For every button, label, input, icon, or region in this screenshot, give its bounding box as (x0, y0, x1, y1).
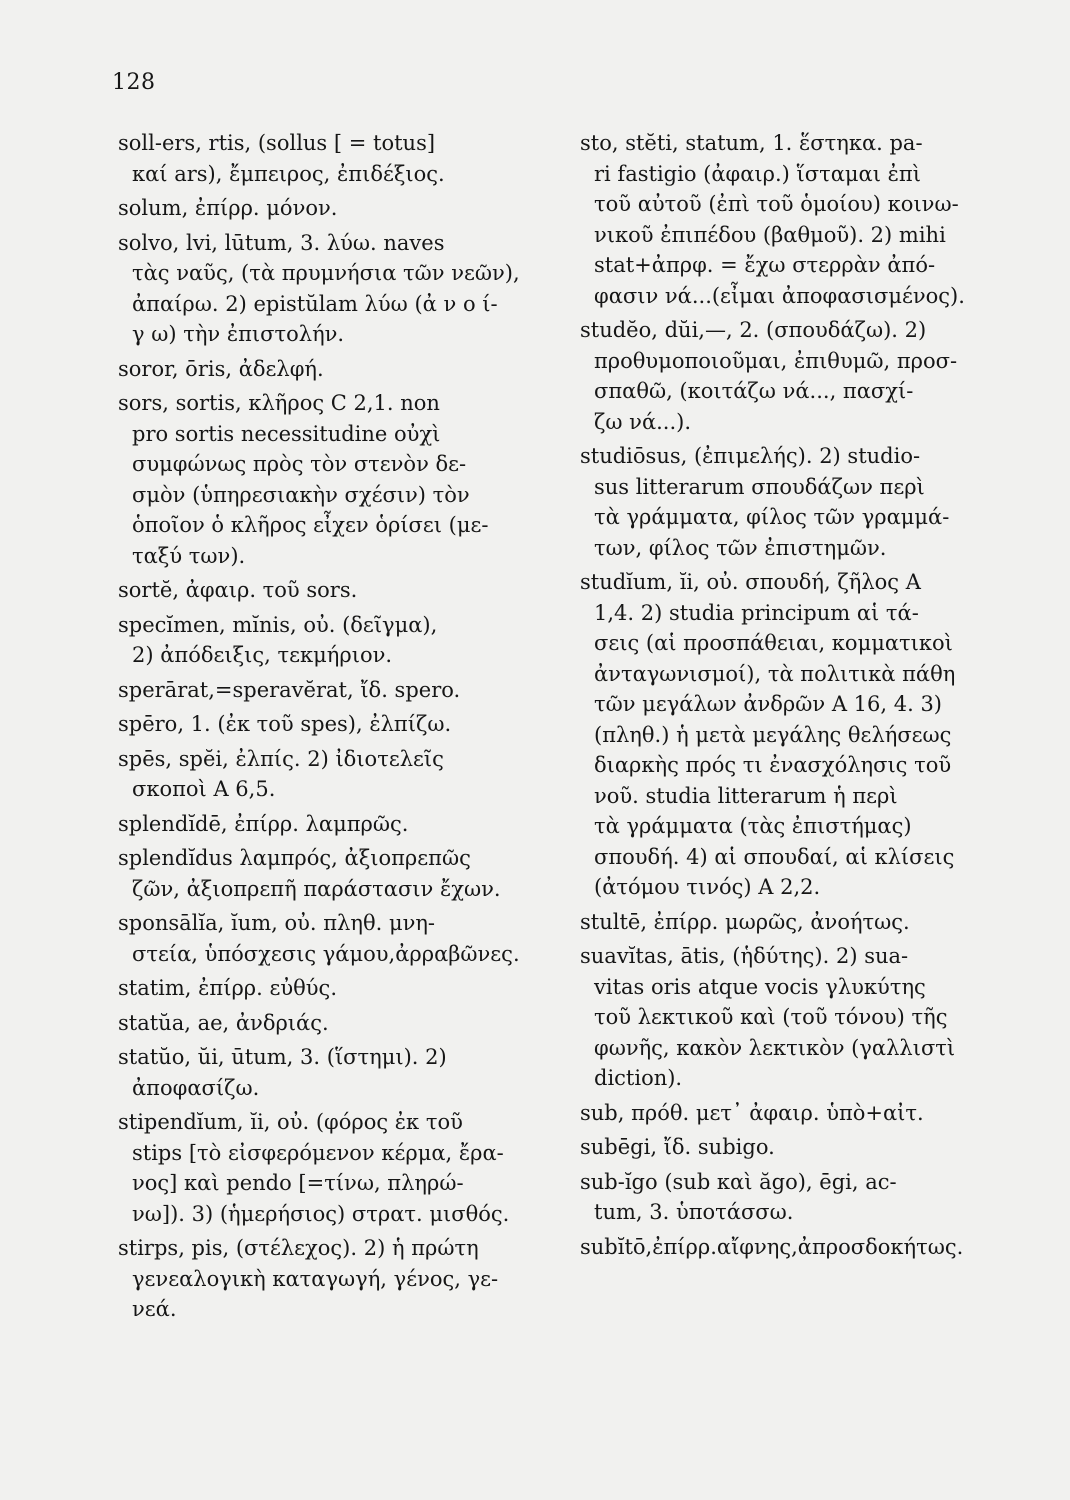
entry-continuation: τοῦ αὐτοῦ (ἐπὶ τοῦ ὁμοίου) κοινω- (594, 192, 959, 216)
entry-headline: statŭa, ae, ἀνδριάς. (118, 1010, 329, 1035)
entry-continuation: νοῦ. studia litterarum ἡ περὶ (594, 783, 898, 808)
entry-continuation: ἀπαίρω. 2) epistŭlam λύω (ἀ ν ο ί- (132, 291, 498, 316)
entry-continuation: ἀποφασίζω. (132, 1075, 260, 1100)
right-column (580, 128, 1012, 1266)
entry-headline: stultē, ἐπίρρ. μωρῶς, ἀνοήτως. (580, 909, 910, 934)
entry-continuation: 2) ἀπόδειξις, τεκμήριον. (132, 643, 393, 667)
entry-continuation: τῶν μεγάλων ἀνδρῶν A 16, 4. 3) (594, 692, 942, 716)
entry-continuation: καί ars), ἔμπειρος, ἐπιδέξιος. (132, 161, 445, 186)
dictionary-entry (580, 1132, 1012, 1163)
dictionary-entry (118, 973, 550, 1004)
entry-continuation: νω]). 3) (ἡμερήσιος) στρατ. μισθός. (132, 1201, 510, 1226)
entry-continuation: ταξύ των). (132, 543, 246, 568)
dictionary-entry (118, 709, 550, 740)
entry-headline: sperārat,=speravĕrat, ἴδ. spero. (118, 677, 461, 702)
dictionary-entry (118, 908, 550, 969)
dictionary-entry (118, 843, 550, 904)
dictionary-entry (118, 128, 550, 189)
entry-headline: spēs, spĕi, ἐλπίς. 2) ἰδιοτελεῖς (118, 746, 444, 771)
entry-headline: soll-ers, rtis, (sollus [ = totus] (118, 131, 436, 155)
dictionary-entry (118, 575, 550, 606)
entry-headline: stirps, pis, (στέλεχος). 2) ἡ πρώτη (118, 1236, 479, 1260)
entry-headline: statim, ἐπίρρ. εὐθύς. (118, 976, 337, 1000)
entry-continuation: διαρκὴς πρός τι ἐνασχόλησις τοῦ (594, 753, 952, 777)
entry-headline: sub-ĭgo (sub καὶ ăgo), ēgi, ac- (580, 1169, 897, 1194)
entry-gap (118, 1325, 550, 1329)
entry-continuation: ri fastigio (ἀφαιρ.) ἵσταμαι ἐπὶ (594, 161, 921, 186)
entry-continuation: τὰ γράμματα, φίλος τῶν γραμμά- (594, 505, 950, 529)
entry-continuation: τοῦ λεκτικοῦ καὶ (τοῦ τόνου) τῆς (594, 1005, 948, 1029)
entry-headline: soror, ōris, ἀδελφή. (118, 356, 324, 381)
entry-gap (580, 1262, 1012, 1266)
entry-continuation: vitas oris atque vocis γλυκύτης (594, 974, 926, 999)
dictionary-entry (118, 1233, 550, 1325)
entry-continuation: γενεαλογικὴ καταγωγή, γένος, γε- (132, 1266, 499, 1291)
entry-continuation: των, φίλος τῶν ἐπιστημῶν. (594, 535, 887, 560)
entry-headline: sub, πρόθ. μετ᾽ ἀφαιρ. ὑπὸ+αἰτ. (580, 1100, 924, 1125)
entry-headline: splendĭdē, ἐπίρρ. λαμπρῶς. (118, 811, 409, 836)
entry-headline: suavĭtas, ātis, (ἡδύτης). 2) sua- (580, 944, 909, 968)
entry-headline: sors, sortis, κλῆρος C 2,1. non (118, 391, 440, 415)
dictionary-entry (118, 610, 550, 671)
dictionary-entry (118, 1107, 550, 1229)
entry-continuation: ζῶν, ἀξιοπρεπῆ παράστασιν ἔχων. (132, 876, 501, 901)
dictionary-entry (580, 441, 1012, 563)
entry-headline: specĭmen, mĭnis, οὐ. (δεῖγμα), (118, 612, 438, 637)
dictionary-entry (580, 128, 1012, 311)
entry-headline: statŭo, ŭi, ūtum, 3. (ἵστημι). 2) (118, 1045, 447, 1069)
dictionary-entry (118, 388, 550, 571)
dictionary-entry (118, 228, 550, 350)
dictionary-entry (580, 1232, 1012, 1263)
entry-continuation: (πληθ.) ἡ μετὰ μεγάλης θελήσεως (594, 722, 952, 747)
entry-continuation: 1,4. 2) studia principum αἱ τά- (594, 600, 919, 625)
entry-continuation: (ἀτόμου τινός) A 2,2. (594, 875, 821, 899)
dictionary-entry (118, 809, 550, 840)
entry-continuation: τὰς ναῦς, (τὰ πρυμνήσια τῶν νεῶν), (132, 261, 520, 285)
entry-continuation: stat+ἀπρφ. = ἔχω στερρὰν ἀπό- (594, 253, 936, 277)
entry-headline: sortĕ, ἀφαιρ. τοῦ sors. (118, 578, 358, 602)
entry-headline: studĕo, dŭi,—, 2. (σπουδάζω). 2) (580, 318, 927, 342)
entry-continuation: pro sortis necessitudine οὐχὶ (132, 421, 441, 446)
entry-continuation: ἀνταγωνισμοί), τὰ πολιτικὰ πάθη (594, 661, 956, 686)
entry-continuation: τὰ γράμματα (τὰς ἐπιστήμας) (594, 814, 912, 838)
dictionary-entry (118, 744, 550, 805)
dictionary-entry (580, 1167, 1012, 1228)
entry-continuation: σπαθῶ, (κοιτάζω νά..., πασχί- (594, 379, 914, 403)
entry-continuation: φωνῆς, κακὸν λεκτικὸν (γαλλιστὶ (594, 1035, 956, 1060)
entry-continuation: ζω νά...). (594, 409, 692, 434)
dictionary-entry (580, 1098, 1012, 1129)
entry-headline: spēro, 1. (ἐκ τοῦ spes), ἐλπίζω. (118, 712, 452, 736)
dictionary-entry (118, 193, 550, 224)
dictionary-entry (118, 354, 550, 385)
entry-continuation: φασιν νά...(εἶμαι ἀποφασισμένος). (594, 283, 965, 308)
entry-headline: stipendĭum, ĭi, οὐ. (φόρος ἐκ τοῦ (118, 1110, 463, 1134)
dictionary-entry (118, 1042, 550, 1103)
dictionary-entry (118, 675, 550, 706)
entry-continuation: στεία, ὑπόσχεσις γάμου,ἀρραβῶνες. (132, 941, 520, 966)
entry-continuation: συμφώνως πρὸς τὸν στενὸν δε- (132, 452, 467, 476)
entry-headline: subĭtō,ἐπίρρ.αἴφνης,ἀπροσδοκήτως. (580, 1234, 964, 1259)
dictionary-entry (580, 941, 1012, 1094)
entry-continuation: προθυμοποιοῦμαι, ἐπιθυμῶ, προσ- (594, 348, 958, 373)
entry-headline: sto, stĕti, statum, 1. ἕστηκα. pa- (580, 131, 923, 155)
dictionary-entry (118, 1008, 550, 1039)
entry-continuation: νεά. (132, 1297, 177, 1321)
entry-continuation: tum, 3. ὑποτάσσω. (594, 1200, 794, 1224)
entry-headline: solvo, lvi, lūtum, 3. λύω. naves (118, 230, 445, 255)
entry-headline: sponsālĭa, ĭum, οὐ. πληθ. μνη- (118, 911, 436, 935)
entry-continuation: νικοῦ ἐπιπέδου (βαθμοῦ). 2) mihi (594, 222, 946, 247)
entry-headline: solum, ἐπίρρ. μόνον. (118, 196, 338, 220)
entry-continuation: σμὸν (ὑπηρεσιακὴν σχέσιν) τὸν (132, 482, 470, 507)
dictionary-entry (580, 567, 1012, 903)
page-number: 128 (112, 70, 156, 95)
entry-continuation: σπουδή. 4) αἱ σπουδαί, αἱ κλίσεις (594, 844, 955, 869)
entry-headline: studiōsus, (ἐπιμελής). 2) studio- (580, 444, 921, 468)
entry-continuation: ὁποῖον ὁ κλῆρος εἶχεν ὁρίσει (με- (132, 513, 489, 537)
entry-headline: studĭum, ĭi, οὐ. σπουδή, ζῆλος A (580, 570, 921, 594)
entry-continuation: γ ω) τὴν ἐπιστολήν. (132, 322, 345, 346)
entry-headline: splendĭdus λαμπρός, ἀξιοπρεπῶς (118, 846, 471, 870)
left-column (118, 128, 550, 1329)
dictionary-entry (580, 907, 1012, 938)
entry-continuation: σκοποὶ A 6,5. (132, 777, 276, 801)
dictionary-entry (580, 315, 1012, 437)
entry-continuation: stips [τὸ εἰσφερόμενον κέρμα, ἔρα- (132, 1140, 504, 1165)
entry-continuation: diction). (594, 1066, 683, 1090)
entry-continuation: σεις (αἱ προσπάθειαι, κομματικοὶ (594, 631, 953, 655)
entry-continuation: sus litterarum σπουδάζων περὶ (594, 474, 925, 499)
entry-continuation: νος] καὶ pendo [=τίνω, πληρώ- (132, 1171, 464, 1195)
entry-headline: subēgi, ἴδ. subigo. (580, 1135, 775, 1159)
